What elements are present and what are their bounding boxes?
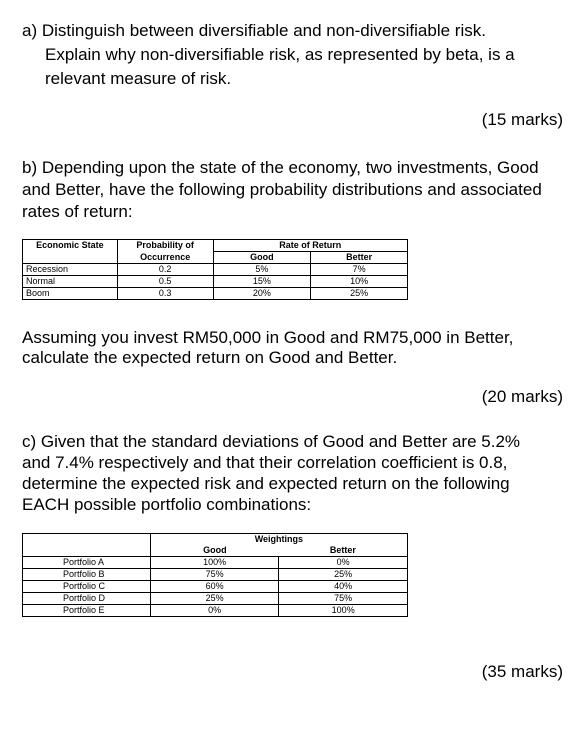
better-weight-cell: 100% xyxy=(279,605,408,617)
table-row xyxy=(23,569,408,581)
table-row xyxy=(23,288,408,300)
portfolio-name-cell: Portfolio C xyxy=(23,581,151,593)
good-weight-cell: 60% xyxy=(150,581,279,593)
part-c-line-3: determine the expected risk and expected return on the following xyxy=(22,474,510,493)
part-a-line-3: relevant measure of risk. xyxy=(45,69,232,88)
state-cell: Boom xyxy=(23,288,118,300)
state-cell: Normal xyxy=(23,276,118,288)
header-weightings: Weightings xyxy=(150,534,407,546)
better-weight-cell: 40% xyxy=(279,581,408,593)
table-row xyxy=(23,605,408,617)
table-row xyxy=(23,264,408,276)
prob-cell: 0.3 xyxy=(117,288,213,300)
part-c-marks: (35 marks) xyxy=(481,662,563,681)
portfolio-name-cell: Portfolio E xyxy=(23,605,151,617)
table-row xyxy=(23,581,408,593)
probability-table xyxy=(22,239,408,300)
state-cell: Recession xyxy=(23,264,118,276)
good-cell: 5% xyxy=(213,264,311,276)
part-c-line-2: and 7.4% respectively and that their correlation coefficient is 0.8, xyxy=(22,453,508,472)
part-b-line-2: and Better, have the following probability distributions and associated xyxy=(22,180,542,199)
better-weight-cell: 25% xyxy=(279,569,408,581)
prob-cell: 0.5 xyxy=(117,276,213,288)
good-weight-cell: 0% xyxy=(150,605,279,617)
part-b-line-1: b) Depending upon the state of the economy, two investments, Good xyxy=(22,158,539,177)
header-good: Good xyxy=(150,545,279,557)
better-cell: 25% xyxy=(311,288,408,300)
header-empty-cell xyxy=(23,252,118,264)
portfolio-name-cell: Portfolio D xyxy=(23,593,151,605)
part-c-line-4: EACH possible portfolio combinations: xyxy=(22,495,312,514)
part-a-line-1: a) Distinguish between diversifiable and non-diversifiable risk. xyxy=(22,21,486,40)
portfolio-name-cell: Portfolio A xyxy=(23,557,151,569)
part-b-assume-line-1: Assuming you invest RM50,000 in Good and RM75,000 in Better, xyxy=(22,328,514,347)
good-cell: 20% xyxy=(213,288,311,300)
part-b-assume-line-2: calculate the expected return on Good and Better. xyxy=(22,348,398,367)
header-empty-cell xyxy=(23,545,151,557)
portfolio-table xyxy=(22,533,408,617)
header-rate-of-return: Rate of Return xyxy=(213,240,407,252)
part-b-line-3: rates of return: xyxy=(22,202,133,221)
header-better: Better xyxy=(311,252,408,264)
header-economic-state: Economic State xyxy=(23,240,118,252)
better-weight-cell: 75% xyxy=(279,593,408,605)
better-cell: 7% xyxy=(311,264,408,276)
header-empty-cell xyxy=(23,534,151,546)
good-cell: 15% xyxy=(213,276,311,288)
part-a-marks: (15 marks) xyxy=(481,110,563,129)
header-probability-1: Probability of xyxy=(117,240,213,252)
better-cell: 10% xyxy=(311,276,408,288)
good-weight-cell: 75% xyxy=(150,569,279,581)
header-good: Good xyxy=(213,252,311,264)
part-c-line-1: c) Given that the standard deviations of Good and Better are 5.2% xyxy=(22,432,521,451)
header-better: Better xyxy=(279,545,408,557)
good-weight-cell: 25% xyxy=(150,593,279,605)
table-row xyxy=(23,593,408,605)
part-a-line-2: Explain why non-diversifiable risk, as represented by beta, is a xyxy=(45,45,515,64)
table-row xyxy=(23,276,408,288)
good-weight-cell: 100% xyxy=(150,557,279,569)
header-probability-2: Occurrence xyxy=(117,252,213,264)
table-row xyxy=(23,557,408,569)
part-b-marks: (20 marks) xyxy=(481,387,563,406)
portfolio-name-cell: Portfolio B xyxy=(23,569,151,581)
better-weight-cell: 0% xyxy=(279,557,408,569)
prob-cell: 0.2 xyxy=(117,264,213,276)
